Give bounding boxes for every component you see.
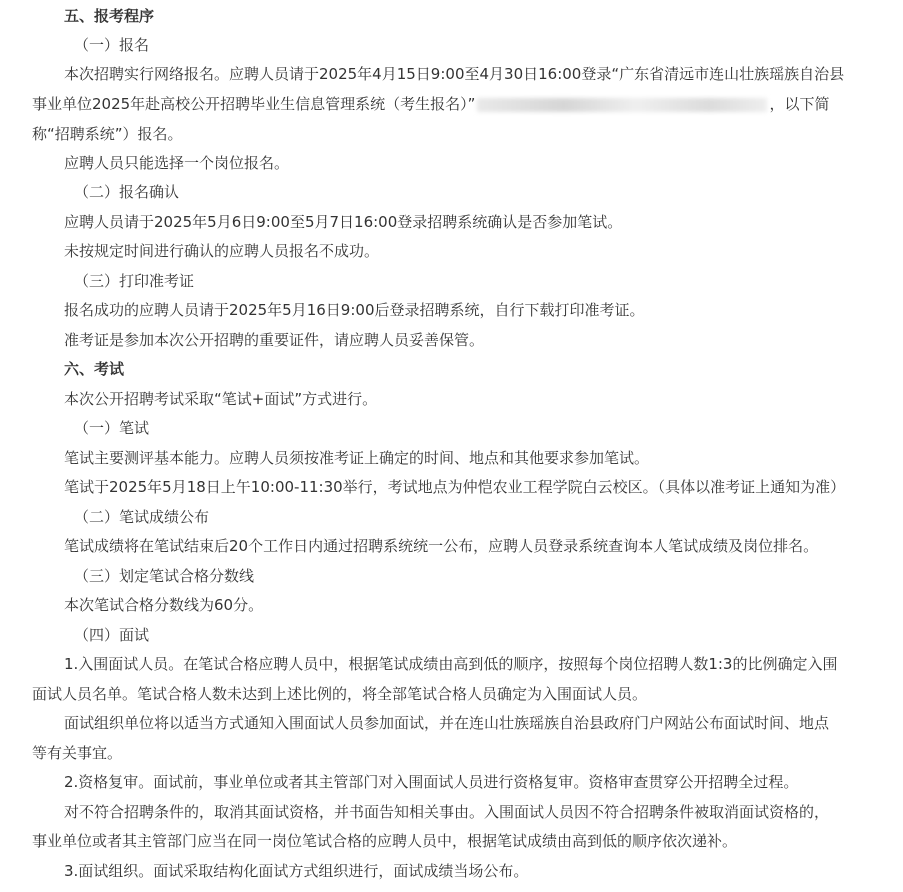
paragraph-registration-line2	[32, 94, 875, 114]
subheading-confirmation: （二）报名确认	[74, 183, 180, 201]
subheading-admission-ticket: （三）打印准考证	[74, 272, 195, 290]
paragraph-interview-notice-line1: 面试组织单位将以适当方式通知入围面试人员参加面试，并在连山壮族瑶族自治县政府门户网站公布面试时间、地点	[64, 714, 830, 732]
paragraph-disqualification-line1: 对不符合招聘条件的，取消其面试资格，并书面告知相关事由。入围面试人员因不符合招聘条件被取消面试资格的，	[64, 803, 830, 821]
paragraph-registration-line3: 称“招聘系统”）报名。	[32, 125, 183, 143]
paragraph-confirmation-failure: 未按规定时间进行确认的应聘人员报名不成功。	[64, 242, 380, 260]
section-heading-procedure: 五、报考程序	[64, 7, 155, 25]
paragraph-written-exam-ability: 笔试主要测评基本能力。应聘人员须按准考证上确定的时间、地点和其他要求参加笔试。	[64, 449, 650, 467]
paragraph-interview-candidates-line2: 面试人员名单。笔试合格人数未达到上述比例的，将全部笔试合格人员确定为入围面试人员。	[32, 685, 648, 703]
paragraph-exam-method: 本次公开招聘考试采取“笔试+面试”方式进行。	[64, 390, 378, 408]
paragraph-print-ticket: 报名成功的应聘人员请于2025年5月16日9:00后登录招聘系统，自行下载打印准考证。	[64, 301, 645, 319]
section-heading-exam: 六、考试	[64, 360, 125, 378]
paragraph-interview-organization: 3.面试组织。面试采取结构化面试方式组织进行，面试成绩当场公布。	[64, 862, 529, 880]
paragraph-confirmation: 应聘人员请于2025年5月6日9:00至5月7日16:00登录招聘系统确认是否参加笔试。	[64, 213, 623, 231]
paragraph-disqualification-line2: 事业单位或者其主管部门应当在同一岗位笔试合格的应聘人员中，根据笔试成绩由高到低的顺序依次递补。	[32, 832, 738, 850]
subheading-pass-line: （三）划定笔试合格分数线	[74, 567, 255, 585]
redacted-url	[477, 98, 767, 112]
subheading-registration: （一）报名	[74, 36, 150, 54]
paragraph-interview-candidates-line1: 1.入围面试人员。在笔试合格应聘人员中，根据笔试成绩由高到低的顺序，按照每个岗位招聘人数1:3的比例确定入围	[64, 655, 838, 673]
paragraph-qualification-review: 2.资格复审。面试前，事业单位或者其主管部门对入围面试人员进行资格复审。资格审查贯穿公开招聘全过程。	[64, 773, 799, 791]
paragraph-single-post: 应聘人员只能选择一个岗位报名。	[64, 154, 290, 172]
system-name-text: 事业单位2025年赴高校公开招聘毕业生信息管理系统（考生报名）”	[32, 95, 476, 113]
subheading-score-announcement: （二）笔试成绩公布	[74, 508, 210, 526]
paragraph-score-announcement: 笔试成绩将在笔试结束后20个工作日内通过招聘系统统一公布，应聘人员登录系统查询本人笔试成绩及岗位排名。	[64, 537, 819, 555]
paragraph-registration-line1: 本次招聘实行网络报名。应聘人员请于2025年4月15日9:00至4月30日16:00登录“广东省清远市连山壮族瑶族自治县	[64, 65, 845, 83]
subheading-written-exam: （一）笔试	[74, 419, 150, 437]
paragraph-pass-line: 本次笔试合格分数线为60分。	[64, 596, 264, 614]
paragraph-interview-notice-line2: 等有关事宜。	[32, 744, 123, 762]
subheading-interview: （四）面试	[74, 626, 150, 644]
paragraph-tail-text: ，以下简	[769, 95, 830, 113]
paragraph-ticket-importance: 准考证是参加本次公开招聘的重要证件，请应聘人员妥善保管。	[64, 331, 485, 349]
paragraph-written-exam-time: 笔试于2025年5月18日上午10:00-11:30举行，考试地点为仲恺农业工程学院白云校区。（具体以准考证上通知为准）	[64, 478, 846, 496]
